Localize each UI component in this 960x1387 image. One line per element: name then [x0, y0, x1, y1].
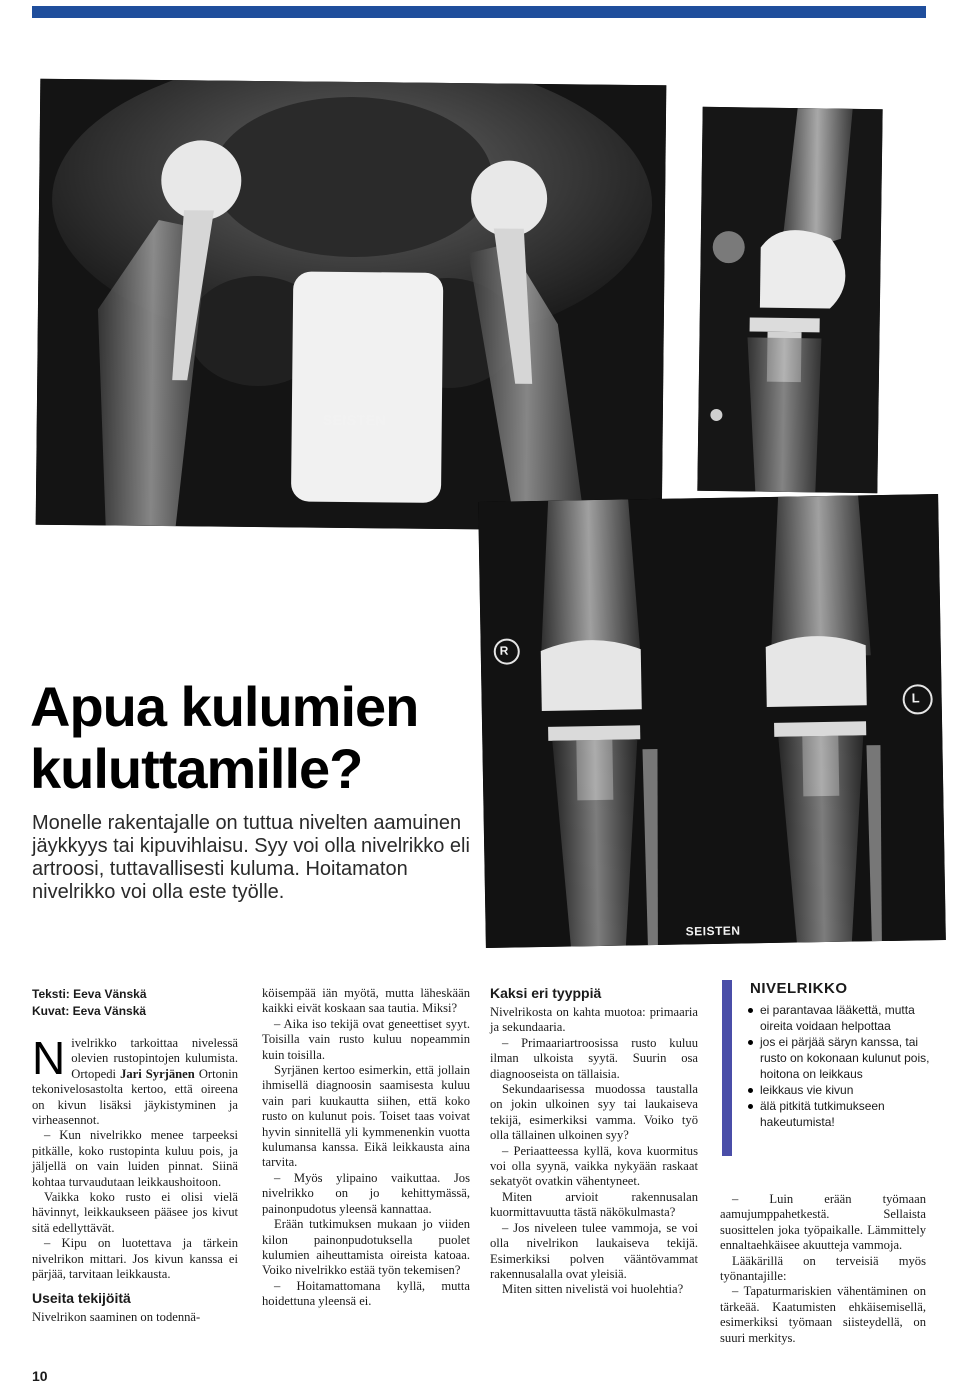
text-column-3	[490, 984, 698, 1298]
fact-box-title: NIVELRIKKO	[750, 980, 848, 997]
paragraph-text: Ortonin tekonivelosastolta kertoo, että oireena on kivun lisäksi jäykistyminen ja virheasennot.	[32, 1066, 239, 1128]
paragraph: – Kipu on luotettava ja tärkein nivelrikon mittari. Jos kivun kanssa ei pärjää, tarvitaan leikkausta.	[32, 1236, 238, 1282]
knee-side-xray-photo	[697, 107, 882, 493]
paragraph: – Primaariartroosissa rusto kuluu ilman ulkoista syytä. Suurin osa diagnooseista on tällaisia.	[490, 1035, 698, 1081]
subheading: Kaksi eri tyyppiä	[490, 985, 602, 1001]
paragraph-text: ivelrikko tarkoittaa nivelessä olevien rustopintojen kulumista. Ortopedi	[71, 1036, 238, 1081]
paragraph: Erään tutkimuksen mukaan jo viiden kilon painonpudotuksella puolet kulumien aiheuttamista oireista katoaa. Voiko nivelrikko estää työn tekemisen?	[262, 1217, 470, 1278]
drop-cap: N	[32, 1032, 66, 1084]
paragraph: – Jos niveleen tulee vammoja, se voi olla nivelrikon laukaiseva tekijä. Esimerkiksi polven vääntövammat rakennusalalla ovat yleisiä.	[490, 1220, 698, 1281]
text-column-4	[720, 1192, 926, 1346]
fact-box-item: ei parantavaa lääkettä, mutta oireita voidaan helpottaa	[746, 1002, 932, 1034]
paragraph: Nivelrikon saaminen on todennä-	[32, 1309, 201, 1324]
article-headline: Apua kulumien kuluttamille?	[30, 675, 419, 800]
paragraph: – Luin erään työmaan aamujumppahetkestä. Sellaista suosittelen joka työpaikalle. Lämmittely ennaltaehkäisee akuutteja vammoja.	[720, 1192, 926, 1253]
subheading: Useita tekijöitä	[32, 1289, 131, 1306]
person-name: Jari Syrjänen	[120, 1066, 195, 1081]
hip-xray-photo	[36, 79, 667, 532]
paragraph: – Aika iso tekijä ovat geneettiset syyt. Toisilla vain rusto kuluu nopeammin kuin toisilla.	[262, 1016, 470, 1062]
author-credit: Teksti: Eeva Vänskä	[32, 987, 147, 1001]
paragraph: Sekundaarisessa muodossa taustalla on jokin ulkoinen syy tai laukaiseva tekijä, esimerkiksi vamma. Voiko työ olla tällainen ulkoinen syy?	[490, 1082, 698, 1143]
paragraph: – Tapaturmariskien vähentäminen on tärkeää. Kaatumisten ehkäisemisellä, esimerkiksi työmaan siisteydellä, on suuri merkitys.	[720, 1284, 926, 1345]
knee-side-xray-graphic	[697, 107, 882, 493]
hip-xray-label: SEISTEN	[322, 411, 387, 429]
article-lead: Monelle rakentajalle on tuttua nivelten aamuinen jäykkyys tai kipuvihlaisu. Syy voi olla nivelrikko eli artroosi, tuttavallisesti kuluma. Hoitamaton nivelrikko voi olla este työlle.	[32, 812, 470, 903]
fact-box-item: älä pitkitä tutkimukseen hakeutumista!	[746, 1098, 932, 1130]
paragraph: Vaikka koko rusto ei olisi vielä hävinnyt, leikkaukseen pääsee jos kivut sitä edellyttävät.	[32, 1190, 238, 1235]
knees-front-xray-graphic	[478, 494, 946, 948]
paragraph: köisempää iän myötä, mutta läheskään kaikki eivät koskaan saa tautia. Miksi?	[262, 986, 470, 1016]
paragraph: – Periaatteessa kyllä, kova kuormitus voi olla syynä, vaikka nykyään raskaat sekatyöt ovatkin vähentyneet.	[490, 1143, 698, 1189]
page-number: 10	[32, 1368, 48, 1384]
hip-xray-graphic	[36, 79, 667, 532]
paragraph: Nivelrikosta on kahta muotoa: primaaria ja sekundaaria.	[490, 1005, 698, 1035]
paragraph: Lääkärillä on terveisiä myös työnantajille:	[720, 1253, 926, 1284]
fact-box	[722, 980, 928, 1158]
paragraph: Miten sitten nivelistä voi huolehtia?	[502, 1282, 684, 1297]
paragraph: Miten arvioit rakennusalan kuormittavuutta tästä näkökulmasta?	[490, 1189, 698, 1220]
text-column-1	[32, 986, 238, 1325]
right-side-marker: R	[499, 643, 510, 658]
knees-front-xray-photo	[478, 494, 946, 948]
byline	[32, 986, 238, 1020]
left-side-marker: L	[911, 690, 921, 706]
paragraph: – Myös ylipaino vaikuttaa. Jos nivelrikko on jo kehittymässä, painonpudotus yleensä kannattaa.	[262, 1170, 470, 1216]
paragraph	[32, 1032, 239, 1128]
paragraph: – Hoitamattomana kyllä, mutta hoidettuna yleensä ei.	[262, 1278, 470, 1309]
photo-credit: Kuvat: Eeva Vänskä	[32, 1004, 147, 1018]
paragraph: – Kun nivelrikko menee tarpeeksi pitkälle, koko rustopinta kuluu pois, ja jäljellä on vain luiden pinnat. Siinä kohtaa turvaudutaan leikkaushoitoon.	[32, 1128, 238, 1189]
fact-box-accent-bar	[722, 980, 732, 1156]
fact-box-list	[746, 1002, 932, 1130]
paragraph: Syrjänen kertoo esimerkin, että jollain ihmisellä diagnoosin saamisesta kuluu vain pari kuukautta siihen, että koko rusto on kulunut pois. Toiset taas voivat hyvin sinnitellä yli kymmenenkin vuotta kulumansa kanssa. Eikä leikkausta aina tarvita.	[262, 1063, 470, 1170]
fact-box-item: jos ei pärjää säryn kanssa, tai rusto on kokonaan kulunut pois, hoitona on leikkaus	[746, 1034, 932, 1082]
fact-box-item: leikkaus vie kivun	[746, 1082, 932, 1098]
knees-xray-label: SEISTEN	[685, 923, 741, 939]
text-column-2	[262, 986, 470, 1310]
top-color-bar	[32, 6, 926, 18]
